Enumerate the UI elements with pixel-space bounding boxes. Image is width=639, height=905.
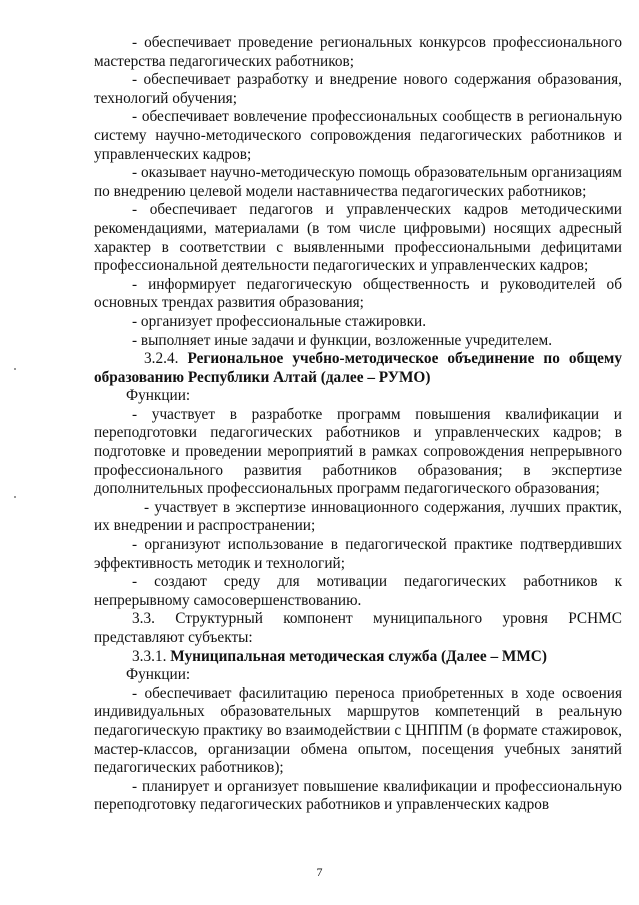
- functions-label: Функции:: [126, 666, 191, 684]
- section-heading-3-3: 3.3. Структурный компонент муниципального уровня РСНМС представляют субъекты:: [94, 610, 622, 646]
- list-item: - планирует и организует повышение квалификации и профессиональную переподготовку педагогических работников и управленческих кадров: [94, 777, 622, 814]
- paragraph: - организует профессиональные стажировки.: [132, 312, 427, 330]
- section-heading-3-2-4: [94, 350, 622, 387]
- list-item: - создают среду для мотивации педагогических работников к непрерывному самосовершенствованию.: [94, 573, 622, 609]
- list-item: - организуют использование в педагогической практике подтвердивших эффективность методик и технологий;: [94, 536, 622, 572]
- paragraph: - обеспечивает проведение региональных конкурсов профессионального мастерства педагогических работников;: [94, 34, 622, 70]
- page-number: 7: [316, 865, 323, 879]
- paragraph: - обеспечивает вовлечение профессиональных сообществ в региональную систему научно-методического сопровождения педагогических работников и управленческих кадров;: [94, 108, 622, 163]
- paragraph: - выполняет иные задачи и функции, возложенные учредителем.: [132, 331, 553, 349]
- paragraph: - оказывает научно-методическую помощь образовательным организациям по внедрению целевой модели наставничества педагогических работников;: [94, 164, 622, 200]
- scan-speck: [14, 496, 16, 498]
- list-item: - обеспечивает фасилитацию переноса приобретенных в ходе освоения индивидуальных образовательных маршрутов компетенций в реальную педагогическую практику во взаимодействии с ЦНППМ (в формате стажировок, мастер-классов, организации обмена опытом, посещения учебных занятий педагогических работников);: [94, 684, 622, 777]
- paragraph: - информирует педагогическую общественность и руководителей об основных трендах развития образования;: [94, 275, 622, 312]
- section-number: 3.3.1.: [132, 647, 167, 665]
- paragraph: - обеспечивает разработку и внедрение нового содержания образования, технологий обучения;: [94, 71, 622, 107]
- scan-speck: [14, 368, 16, 370]
- list-item: - участвует в разработке программ повышения квалификации и переподготовки педагогических работников и управленческих кадров; в подготовке и проведении мероприятий в рамках сопровождения непрерывного профессионального развития работников образования; в экспертизе дополнительных профессиональных программ педагогического образования;: [94, 405, 622, 498]
- section-title: Региональное учебно-методическое объединение по общему образованию Республики Алтай (далее – РУМО): [94, 350, 622, 386]
- document-body: [94, 34, 622, 815]
- list-item: - участвует в экспертизе инновационного содержания, лучших практик, их внедрении и распространении;: [94, 498, 622, 535]
- paragraph: - обеспечивает педагогов и управленческих кадров методическими рекомендациями, материалами (в том числе цифровыми) носящих адресный характер в соответствии с выявленными профессиональными дефицитами профессиональной деятельности педагогических и управленческих кадров;: [94, 201, 622, 275]
- section-title: Муниципальная методическая служба (Далее – ММС): [170, 647, 547, 665]
- section-number: 3.2.4.: [144, 350, 179, 368]
- section-heading-3-3-1: [94, 648, 622, 667]
- functions-label: Функции:: [126, 387, 191, 405]
